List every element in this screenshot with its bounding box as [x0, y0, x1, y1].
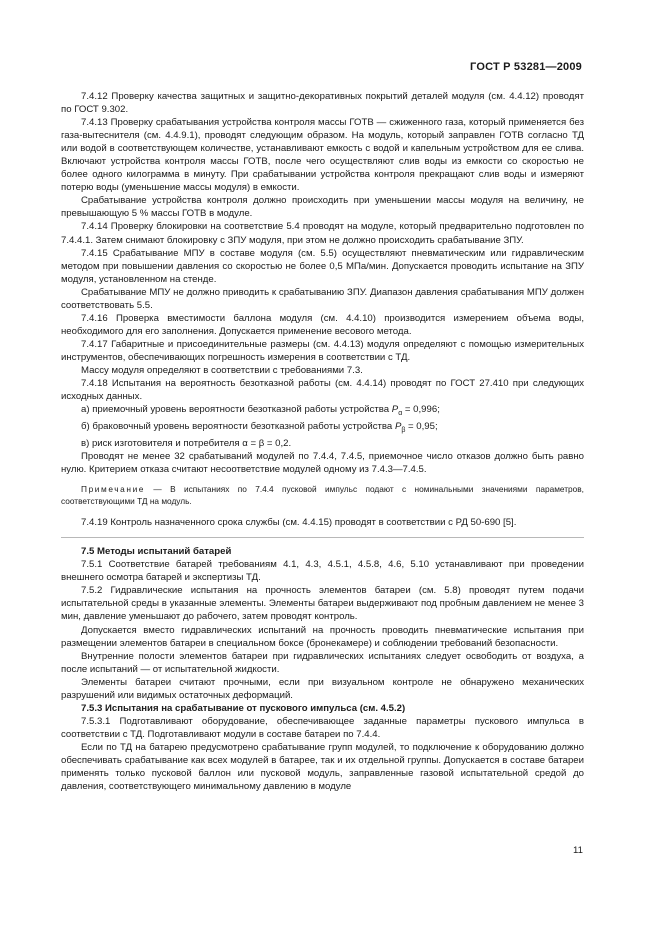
paragraph: Допускается вместо гидравлических испытаний на прочность проводить пневматические испытания при размещении элементов батареи в специальном боксе (бронекамере) и соблюдении требований безопасности.	[61, 624, 584, 649]
list-item: в) риск изготовителя и потребителя α = β = 0,2.	[81, 438, 292, 450]
subsection-title: 7.5.3 Испытания на срабатывание от пускового импульса (см. 4.5.2)	[81, 702, 406, 714]
document-body	[61, 90, 584, 793]
paragraph: 7.4.14 Проверку блокировки на соответствие 5.4 проводят на модуле, который предварительно подготовлен по 7.4.4.1. Затем снимают блокировку с ЗПУ модуля, при этом не должно происходить срабатывание ЗПУ.	[61, 221, 584, 246]
paragraph: 7.5.3.1 Подготавливают оборудование, обеспечивающее заданные параметры пускового импульса в соответствии с ТД. Подготавливают модули в составе батареи по 7.4.4.	[61, 715, 584, 740]
paragraph: 7.4.18 Испытания на вероятность безотказной работы (см. 4.4.14) проводят по ГОСТ 27.410 при следующих исходных данных.	[61, 378, 584, 403]
paragraph: Срабатывание МПУ не должно приводить к срабатыванию ЗПУ. Диапазон давления срабатывания МПУ должен соответствовать 5.5.	[61, 286, 584, 311]
note-label: Примечание	[81, 484, 146, 495]
note: Примечание — В испытаниях по 7.4.4 пусковой импульс подают с номинальными значениями параметров, соответствующими ТД на модуль.	[61, 484, 584, 507]
section-title: 7.5 Методы испытаний батарей	[81, 546, 232, 558]
paragraph: Внутренние полости элементов батареи при гидравлических испытаниях следует освободить от воздуха, а после испытаний — от испытательной жидкости.	[61, 650, 584, 675]
paragraph: Элементы батареи считают прочными, если при визуальном контроле не обнаружено механических разрушений или видимых остаточных деформаций.	[61, 676, 584, 701]
paragraph: Срабатывание устройства контроля должно происходить при уменьшении массы модуля на величину, не превышающую 5 % массы ГОТВ в модуле.	[61, 195, 584, 220]
paragraph: 7.4.12 Проверку качества защитных и защитно-декоративных покрытий деталей модуля (см. 4.4.12) проводят по ГОСТ 9.302.	[61, 91, 584, 116]
paragraph: 7.5.2 Гидравлические испытания на прочность элементов батареи (см. 5.8) проводят путем подачи испытательной среды в указанные элементы. Элементы батареи выдерживают под пробным давлением не менее 3 мин, давление уменьшают до рабочего, затем проводят контроль.	[61, 585, 584, 623]
paragraph: 7.4.19 Контроль назначенного срока службы (см. 4.4.15) проводят в соответствии с РД 50-690 [5].	[81, 517, 517, 529]
list-item: б) браковочный уровень вероятности безотказной работы устройства $P_\beta = 0,95$;	[81, 421, 438, 434]
paragraph: Если по ТД на батарею предусмотрено срабатывание групп модулей, то подключение к оборудованию должно обеспечивать срабатывание как всех модулей в батарее, так и их отдельной группы. Допускается в составе батареи применять только пусковой баллон или пусковой модуль, заправленные газовой испытательной средой до давления, соответствующего минимальному давлению в модуле	[61, 741, 584, 793]
paragraph: Проводят не менее 32 срабатываний модулей по 7.4.4, 7.4.5, приемочное число отказов должно быть равно нулю. Критерием отказа считают несоответствие модулей одному из 7.4.3—7.4.5.	[61, 451, 584, 476]
paragraph: 7.4.15 Срабатывание МПУ в составе модуля (см. 5.5) осуществляют пневматическим или гидравлическим методом при повышении давления со скоростью не более 0,5 МПа/мин. Допускается проводить испытание на ЗПУ модуля, установленном на стенде.	[61, 247, 584, 285]
paragraph: Массу модуля определяют в соответствии с требованиями 7.3.	[81, 364, 363, 376]
note-text: В испытаниях по 7.4.4 пусковой импульс подают с номинальными значениями параметров, соответствующими ТД на модуль.	[61, 484, 584, 507]
section-divider	[61, 537, 584, 538]
page-number: 11	[573, 845, 583, 856]
standard-header: ГОСТ Р 53281—2009	[470, 61, 582, 73]
list-item: а) приемочный уровень вероятности безотказной работы устройства $P_\alpha = 0,996$;	[81, 404, 440, 418]
paragraph: 7.4.17 Габаритные и присоединительные размеры (см. 4.4.13) модуля определяют с помощью измерительных инструментов, обеспечивающих погрешность измерения в соответствии с ТД.	[61, 338, 584, 363]
paragraph: 7.5.1 Соответствие батарей требованиям 4.1, 4.3, 4.5.1, 4.5.8, 4.6, 5.10 устанавливают при проведении внешнего осмотра батарей и экспертизы ТД.	[61, 559, 584, 584]
paragraph: 7.4.13 Проверку срабатывания устройства контроля массы ГОТВ — сжиженного газа, который применяется без газа-вытеснителя (см. 4.4.9.1), проводят следующим образом. На модуль, который заправлен ГОТВ согласно ТД или водой в соответствующем количестве, устанавливают емкость с водой и капельным устройством для ее слива. Включают устройства контроля массы ГОТВ, после чего осуществляют слив воды из емкости со скоростью не более одного килограмма в минуту. При срабатывании устройства контроля прекращают слив воды и измеряют потерю воды (уменьшение массы модуля) в емкости.	[61, 117, 584, 194]
paragraph: 7.4.16 Проверка вместимости баллона модуля (см. 4.4.10) производится измерением объема воды, необходимого для его заполнения. Допускается применение весового метода.	[61, 312, 584, 337]
